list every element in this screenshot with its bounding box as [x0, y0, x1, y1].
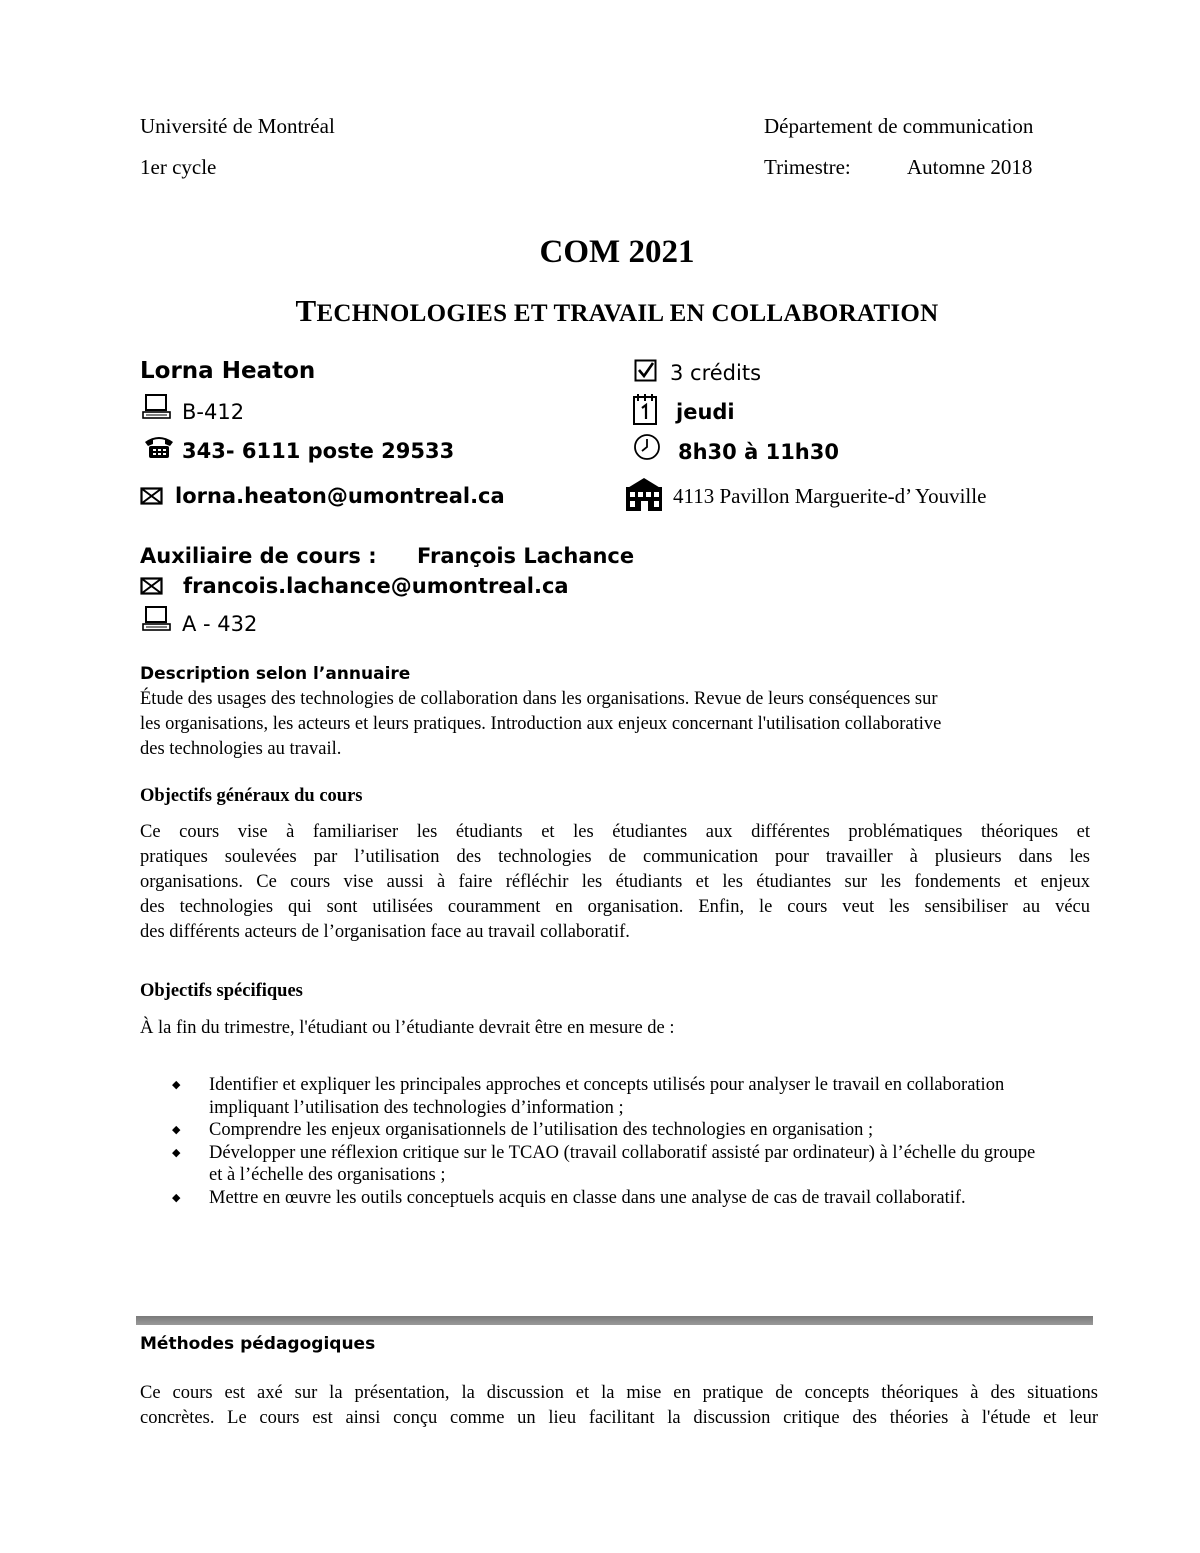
description-line: des technologies au travail.: [140, 739, 342, 759]
checkbox-icon: [634, 359, 658, 388]
objectives-line: organisations. Ce cours vise aussi à faire réfléchir les étudiants et les étudiantes sur les fondements et enjeux: [140, 872, 1090, 892]
objectives-line: Ce cours vise à familiariser les étudiants et les étudiantes aux différentes problématiques théoriques et: [140, 822, 1090, 842]
specific-objectives-list: [170, 1074, 1050, 1209]
calendar-icon: [632, 394, 658, 431]
list-item: [170, 1074, 1050, 1119]
specific-objectives-heading: Objectifs spécifiques: [140, 981, 303, 1001]
list-item-text: Développer une réflexion critique sur le TCAO (travail collaboratif assisté par ordinateur) à l’échelle du groupe et à l’échelle des organisations ;: [209, 1142, 1036, 1185]
computer-icon: [142, 605, 172, 638]
section-divider: [136, 1316, 1093, 1325]
list-item: [170, 1142, 1050, 1187]
envelope-icon: [140, 576, 164, 601]
list-item: [170, 1119, 1050, 1142]
objectives-line: pratiques soulevées par l’utilisation des technologies de communication pour travailler à plusieurs dans les: [140, 847, 1090, 867]
bullet-glyph: ◆: [172, 1146, 181, 1159]
instructor-phone: 343- 6111 poste 29533: [182, 439, 455, 463]
assistant-office: A - 432: [182, 612, 258, 636]
telephone-icon: [142, 432, 176, 465]
bullet-glyph: ◆: [172, 1079, 181, 1091]
clock-icon: [633, 433, 661, 466]
course-title: [0, 293, 1200, 329]
specific-objectives-intro: À la fin du trimestre, l'étudiant ou l’étudiante devrait être en mesure de :: [140, 1018, 675, 1038]
instructor-name: Lorna Heaton: [140, 358, 316, 384]
methods-text: [140, 1381, 1098, 1431]
department-name: Département de communication: [764, 114, 1034, 138]
assistant-email[interactable]: francois.lachance@umontreal.ca: [183, 574, 569, 598]
bullet-glyph: ◆: [172, 1124, 181, 1136]
course-code: COM 2021: [539, 234, 695, 270]
methods-line: concrètes. Le cours est ainsi conçu comme un lieu facilitant la discussion critique des théories à l'étude et leur: [140, 1408, 1098, 1428]
building-icon: [624, 477, 664, 518]
assistant-label: Auxiliaire de cours :: [140, 544, 377, 568]
bullet-glyph: ◆: [172, 1191, 181, 1204]
description-heading: Description selon l’annuaire: [140, 664, 411, 684]
general-objectives-text: [140, 820, 1090, 945]
university-name: Université de Montréal: [140, 114, 335, 138]
cycle-label: 1er cycle: [140, 155, 217, 179]
course-title-initial: T: [295, 293, 317, 328]
objectives-line: des différents acteurs de l’organisation face au travail collaboratif.: [140, 922, 630, 942]
instructor-email[interactable]: lorna.heaton@umontreal.ca: [175, 484, 505, 508]
term-label: Trimestre:: [764, 155, 851, 179]
course-credits: 3 crédits: [670, 361, 762, 385]
general-objectives-heading: Objectifs généraux du cours: [140, 786, 363, 806]
objectives-line: des technologies qui sont utilisées couramment en organisation. Enfin, le cours veut les sensibiliser au vécu: [140, 897, 1090, 917]
description-line: les organisations, les acteurs et leurs pratiques. Introduction aux enjeux concernant l'utilisation collaborative: [140, 714, 942, 734]
envelope-icon: [140, 486, 164, 511]
description-line: Étude des usages des technologies de collaboration dans les organisations. Revue de leurs conséquences sur: [140, 689, 938, 709]
list-item: [170, 1187, 1050, 1210]
methods-line: Ce cours est axé sur la présentation, la discussion et la mise en pratique de concepts théoriques à des situations: [140, 1383, 1098, 1403]
list-item-text: Identifier et expliquer les principales approches et concepts utilisés pour analyser le travail en collaboration impliquant l’utilisation des technologies d’information ;: [209, 1075, 1005, 1118]
methods-heading: Méthodes pédagogiques: [140, 1334, 376, 1354]
description-text: [140, 687, 1090, 762]
list-item-text: Comprendre les enjeux organisationnels de l’utilisation des technologies en organisation ;: [209, 1120, 874, 1140]
list-item-text: Mettre en œuvre les outils conceptuels acquis en classe dans une analyse de cas de travail collaboratif.: [209, 1187, 966, 1208]
course-title-rest: ECHNOLOGIES ET TRAVAIL EN COLLABORATION: [316, 300, 939, 327]
instructor-office: B-412: [182, 400, 245, 424]
term-value: Automne 2018: [907, 155, 1033, 179]
computer-icon: [142, 393, 172, 426]
assistant-name: François Lachance: [417, 544, 635, 568]
course-day: jeudi: [676, 400, 735, 424]
course-location: 4113 Pavillon Marguerite-d’ Youville: [673, 484, 987, 508]
course-time: 8h30 à 11h30: [678, 440, 839, 464]
